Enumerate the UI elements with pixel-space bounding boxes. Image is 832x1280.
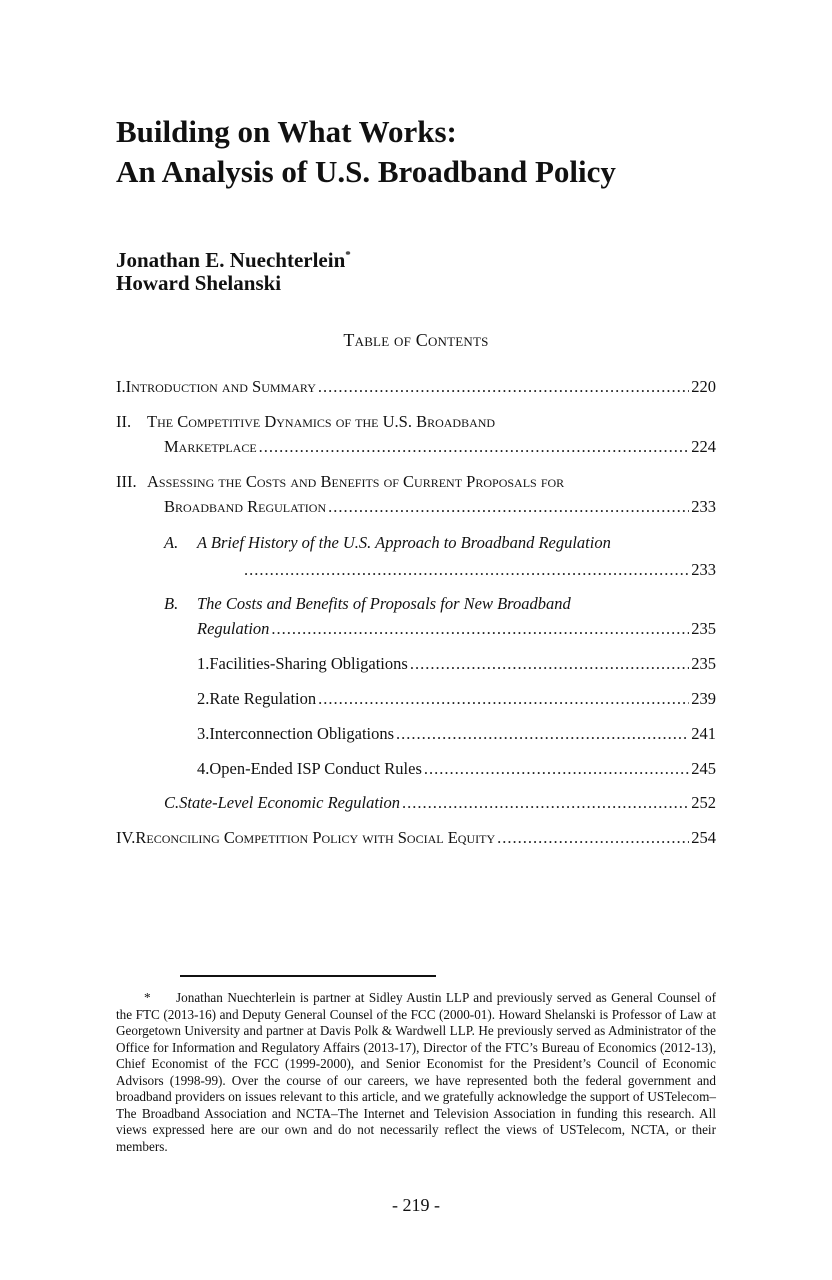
toc-entry-b1-number: 1. [197, 654, 210, 673]
footnote-separator [180, 975, 436, 977]
toc-entry-3-title: Assessing the Costs and Benefits of Current Proposals for [147, 472, 565, 491]
toc-entry-3-number: III. [116, 472, 137, 491]
toc-entry-b2-number: 2. [197, 689, 210, 708]
toc-entry-a-title: A Brief History of the U.S. Approach to Broadband Regulation [197, 533, 611, 552]
toc-entry-3-line-2 [164, 496, 716, 518]
toc-entry-b1-title: Facilities-Sharing Obligations [209, 654, 408, 673]
toc-entry-a-line-1 [164, 532, 716, 554]
toc-leader-dots [497, 827, 689, 849]
toc-entry-b-title: The Costs and Benefits of Proposals for New Broadband [197, 594, 571, 613]
toc-leader-dots [271, 618, 689, 640]
toc-leader-dots [396, 723, 689, 745]
toc-entry-3-page: 233 [691, 497, 716, 516]
toc-leader-dots [328, 496, 689, 518]
footnote-text: Jonathan Nuechterlein is partner at Sidley Austin LLP and previously served as General Counsel of the FTC (2013-16) and Deputy General Counsel of the FCC (2000-01). Howard Shelanski is Professor of Law at Georgetown University and partner at Davis Polk & Wardwell LLP. He previously served as Administrator of the Office for Information and Regulatory Affairs (2013-17), Director of the FTC’s Bureau of Economics (2012-13), Chief Economist of the FCC (1999-2000), and Senior Economist for the President’s Council of Economic Advisors (1998-99). Over the course of our careers, we have represented both the federal government and broadband providers on issues relevant to this article, and we gratefully acknowledge the support of USTelecom–The Broadband Association and NCTA–The Internet and Television Association in funding this research. All views expressed here are our own and do not necessarily reflect the views of USTelecom, NCTA, or their members. [116, 990, 716, 1154]
toc-leader-dots [424, 758, 689, 780]
toc-entry-b3-page: 241 [691, 724, 716, 743]
toc-entry-b2 [197, 688, 716, 710]
toc-heading: Table of Contents [343, 330, 489, 350]
toc-entry-3-line-1 [116, 471, 716, 493]
toc-entry-b-line-1 [164, 593, 716, 615]
toc-entry-b-line-2 [197, 618, 716, 640]
toc-entry-1-number: I. [116, 377, 126, 396]
footnote-marker: * [144, 990, 151, 1005]
article-title-line-2: An Analysis of U.S. Broadband Policy [116, 154, 616, 189]
toc-entry-2-title: The Competitive Dynamics of the U.S. Broadband [147, 412, 496, 431]
toc-entry-c-letter: C. [164, 793, 180, 812]
toc-leader-dots [318, 376, 689, 398]
article-title-line-1: Building on What Works: [116, 114, 457, 149]
footnote [116, 990, 716, 1155]
toc-entry-a-letter: A. [164, 533, 179, 552]
toc-entry-2-line-2 [164, 436, 716, 458]
toc-entry-b-title-continued: Regulation [197, 619, 270, 638]
toc-entry-b4 [197, 758, 716, 780]
toc-entry-1-page: 220 [691, 377, 716, 396]
author-1 [116, 242, 351, 273]
toc-entry-c [164, 792, 716, 814]
toc-entry-b4-number: 4. [197, 759, 210, 778]
toc-entry-b3 [197, 723, 716, 745]
toc-entry-b1-page: 235 [691, 654, 716, 673]
toc-entry-4-page: 254 [691, 828, 716, 847]
toc-entry-a-page: 233 [691, 560, 716, 579]
toc-entry-b-letter: B. [164, 594, 179, 613]
toc-entry-b2-page: 239 [691, 689, 716, 708]
toc-entry-4 [116, 827, 716, 849]
toc-leader-dots [244, 559, 689, 581]
author-2 [116, 270, 281, 296]
toc-entry-c-page: 252 [691, 793, 716, 812]
toc-entry-b1 [197, 653, 716, 675]
toc-entry-2-title-continued: Marketplace [164, 437, 257, 456]
toc-entry-2-line-1 [116, 411, 716, 433]
toc-leader-dots [402, 792, 689, 814]
toc-leader-dots [410, 653, 689, 675]
page-number: - 219 - [392, 1195, 440, 1215]
toc-leader-dots [318, 688, 689, 710]
toc-leader-dots [259, 436, 690, 458]
toc-entry-b3-title: Interconnection Obligations [209, 724, 395, 743]
toc-entry-3-title-continued: Broadband Regulation [164, 497, 327, 516]
toc-entry-4-number: IV. [116, 828, 136, 847]
toc-entry-b2-title: Rate Regulation [209, 689, 317, 708]
toc-entry-2-page: 224 [691, 437, 716, 456]
toc-entry-b-page: 235 [691, 619, 716, 638]
author-2-name: Howard Shelanski [116, 271, 282, 295]
toc-entry-b3-number: 3. [197, 724, 210, 743]
toc-entry-b4-page: 245 [691, 759, 716, 778]
author-1-name: Jonathan E. Nuechterlein [116, 248, 346, 272]
toc-entry-c-title: State-Level Economic Regulation [179, 793, 400, 812]
toc-entry-a-line-2 [244, 559, 716, 581]
toc-entry-1-title: Introduction and Summary [125, 377, 316, 396]
toc-entry-4-title: Reconciling Competition Policy with Social Equity [135, 828, 496, 847]
author-1-footnote-marker: * [345, 249, 351, 261]
toc-entry-1 [116, 376, 716, 398]
toc-entry-b4-title: Open-Ended ISP Conduct Rules [209, 759, 422, 778]
toc-entry-2-number: II. [116, 412, 132, 431]
